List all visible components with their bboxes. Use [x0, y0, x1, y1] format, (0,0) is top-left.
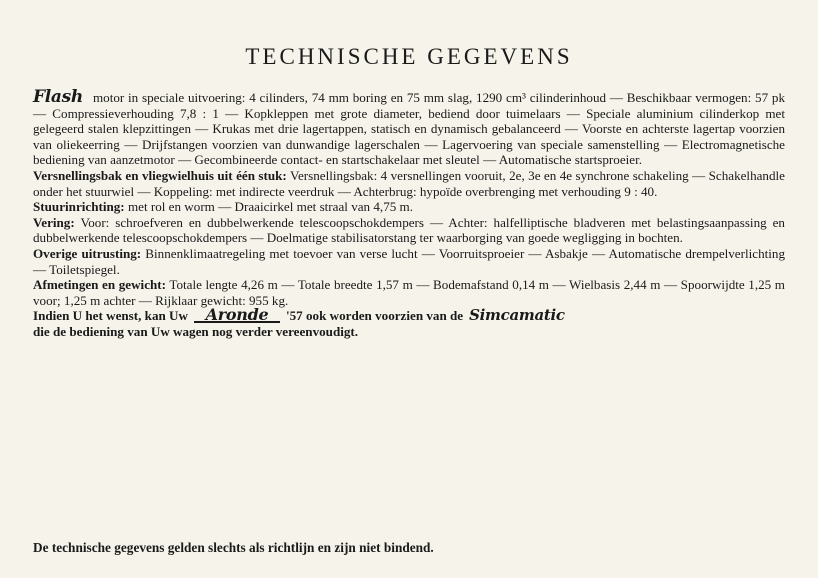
dimensions-paragraph: [33, 277, 785, 308]
dimensions-text: Totale lengte 4,26 m — Totale breedte 1,57 m — Bodemafstand 0,14 m — Wielbasis 2,44 m — Spoorwijdte 1,25 m voor; 1,25 m achter — Rijklaar gewicht: 955 kg.: [33, 277, 785, 308]
equipment-label: Overige uitrusting:: [33, 245, 142, 261]
gearbox-paragraph: [33, 168, 785, 199]
aronde-logo: Aronde: [194, 309, 280, 323]
suspension-label: Vering:: [33, 214, 75, 230]
equipment-paragraph: [33, 246, 785, 277]
gearbox-label: Versnellingsbak en vliegwielhuis uit één stuk:: [33, 167, 287, 183]
flash-logo: Flash: [33, 87, 83, 107]
equipment-text: Binnenklimaatregeling met toevoer van verse lucht — Voorruitsproeier — Asbakje — Automatische drempelverlichting — Toiletspiegel.: [33, 245, 785, 277]
option-text-before: Indien U het wenst, kan Uw: [33, 308, 188, 324]
option-text-after: die de bediening van Uw wagen nog verder vereenvoudigt.: [33, 323, 359, 339]
suspension-paragraph: [33, 215, 785, 246]
engine-text: motor in speciale uitvoering: 4 cilinders, 74 mm boring en 75 mm slag, 1290 cm³ cilinderinhoud — Beschikbaar vermogen: 57 pk — Compressieverhouding 7,8 : 1 — Kopkleppen met grote diameter, bediend door tuimelaars — Speciale aluminium cilinderkop met gelegeerd stalen klepzittingen — Krukas met drie lagertappen, statisch en dynamisch gebalanceerd — Voorste en achterste lagertap voorzien van oliekeerring — Drijfstangen voorzien van dunwandige lagerschalen — Lagervoering van speciale samenstelling — Electromagnetische bediening van aanzetmotor — Gecombineerde contact- en startschakelaar met sleutel — Automatische startsproeier.: [33, 90, 785, 168]
option-text-middle: '57 ook worden voorzien van de: [285, 308, 464, 324]
engine-paragraph: [33, 87, 785, 168]
option-paragraph: [33, 305, 785, 339]
disclaimer-note: De technische gegevens gelden slechts als richtlijn en zijn niet bindend.: [33, 540, 434, 555]
page-title: TECHNISCHE GEGEVENS: [245, 44, 573, 69]
simcamatic-logo: Simcamatic: [469, 306, 565, 325]
steering-text: met rol en worm — Draaicirkel met straal van 4,75 m.: [127, 199, 414, 215]
suspension-text: Voor: schroefveren en dubbelwerkende telescoopschokdempers — Achter: halfelliptische bladveren met belastingsaanpassing en dubbelwerkende telescoopschokdempers — Doelmatige stabilisatorstang ter waarborging van goede wegligging in bochten.: [33, 214, 785, 246]
steering-label: Stuurinrichting:: [33, 199, 125, 215]
steering-paragraph: [33, 199, 785, 215]
dimensions-label: Afmetingen en gewicht:: [33, 277, 167, 293]
gearbox-text: Versnellingsbak: 4 versnellingen vooruit, 2e, 3e en 4e synchrone schakeling — Schakelhandle onder het stuurwiel — Koppeling: met indirecte veerdruk — Achterbrug: hypoïde overbrenging met verhouding 9 : 40.: [33, 167, 785, 199]
specification-text: [33, 87, 785, 340]
